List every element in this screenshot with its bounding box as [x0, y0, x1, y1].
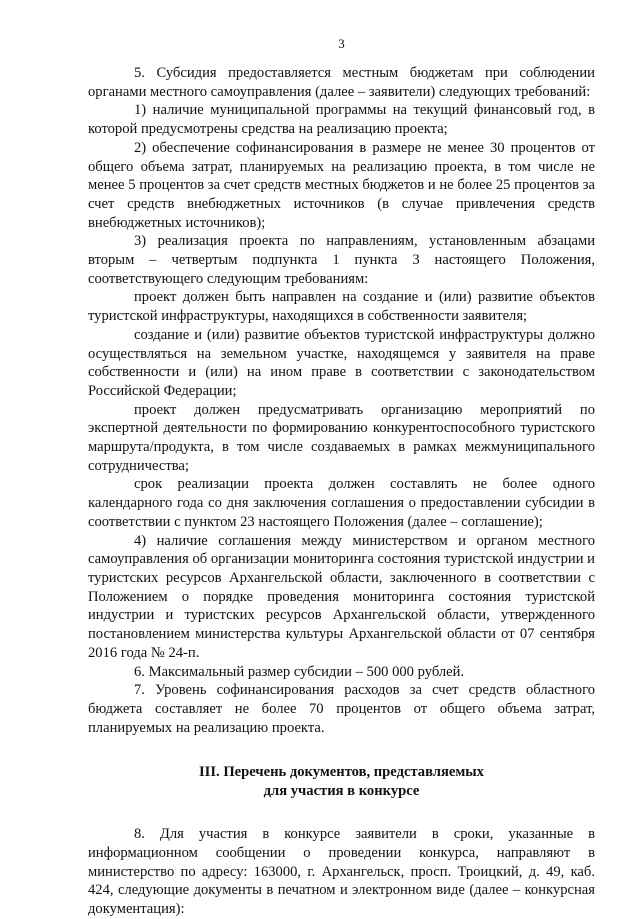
- paragraph-5: 5. Субсидия предоставляется местным бюджетам при соблюдении органами местного самоуправления (далее – заявители) следующих требований:: [88, 65, 595, 100]
- paragraph-5-item-2: 2) обеспечение софинансирования в размере не менее 30 процентов от общего объема затрат, планируемых на реализацию проекта, в том числе не менее 5 процентов за счет средств местных бюджетов и не более 25 процентов за счет средств внебюджетных источников (в случае привлечения средств внебюджетных источников);: [88, 139, 595, 231]
- paragraph-7: 7. Уровень софинансирования расходов за счет средств областного бюджета составляет не более 70 процентов от общего объема затрат, планируемых на реализацию проекта.: [88, 682, 595, 736]
- requirement-land-plot: создание и (или) развитие объектов туристской инфраструктуры должно осуществляться на земельном участке, находящемся у заявителя на праве собственности и (или) на ином праве в соответствии с законодательством Российской Федерации;: [88, 326, 595, 399]
- paragraph-8: 8. Для участия в конкурсе заявители в сроки, указанные в информационном сообщении о проведении конкурса, направляют в министерство по адресу: 163000, г. Архангельск, просп. Троицкий, д. 49, каб. 424, следующие документы в печатном и электронном виде (далее – конкурсная документация):: [88, 826, 595, 918]
- section-heading-line-1: III. Перечень документов, представляемых: [199, 764, 484, 781]
- paragraph-6: 6. Максимальный размер субсидии – 500 000 рублей.: [134, 663, 465, 680]
- document-body: [88, 64, 595, 919]
- paragraph-5-item-4: 4) наличие соглашения между министерством и органом местного самоуправления об организации мониторинга состояния туристской индустрии и туристских ресурсов Архангельской области, заключенного в соответствии с Положением о порядке проведения мониторинга состояния туристской индустрии и туристских ресурсов Архангельской области, утвержденного постановлением министерства культуры Архангельской области от 07 сентября 2016 года № 24-п.: [88, 532, 595, 661]
- paragraph-5-item-3: 3) реализация проекта по направлениям, установленным абзацами вторым – четвертым подпункта 1 пункта 3 настоящего Положения, соответствующего следующим требованиям:: [88, 233, 595, 287]
- requirement-term: срок реализации проекта должен составлять не более одного календарного года со дня заключения соглашения о предоставлении субсидии в соответствии с пунктом 23 настоящего Положения (далее – соглашение);: [88, 476, 595, 530]
- requirement-expert-activity: проект должен предусматривать организацию мероприятий по экспертной деятельности по формированию конкурентоспособного туристского маршрута/продукта, в том числе создаваемых в рамках межмуниципального сотрудничества;: [88, 401, 595, 474]
- paragraph-5-item-1: 1) наличие муниципальной программы на текущий финансовый год, в которой предусмотрены средства на реализацию проекта;: [88, 102, 595, 138]
- section-heading: [88, 763, 595, 801]
- section-heading-line-2: для участия в конкурсе: [263, 783, 420, 800]
- requirement-ownership: проект должен быть направлен на создание и (или) развитие объектов туристской инфраструктуры, находящихся в собственности заявителя;: [88, 289, 595, 325]
- page-number: 3: [338, 36, 345, 51]
